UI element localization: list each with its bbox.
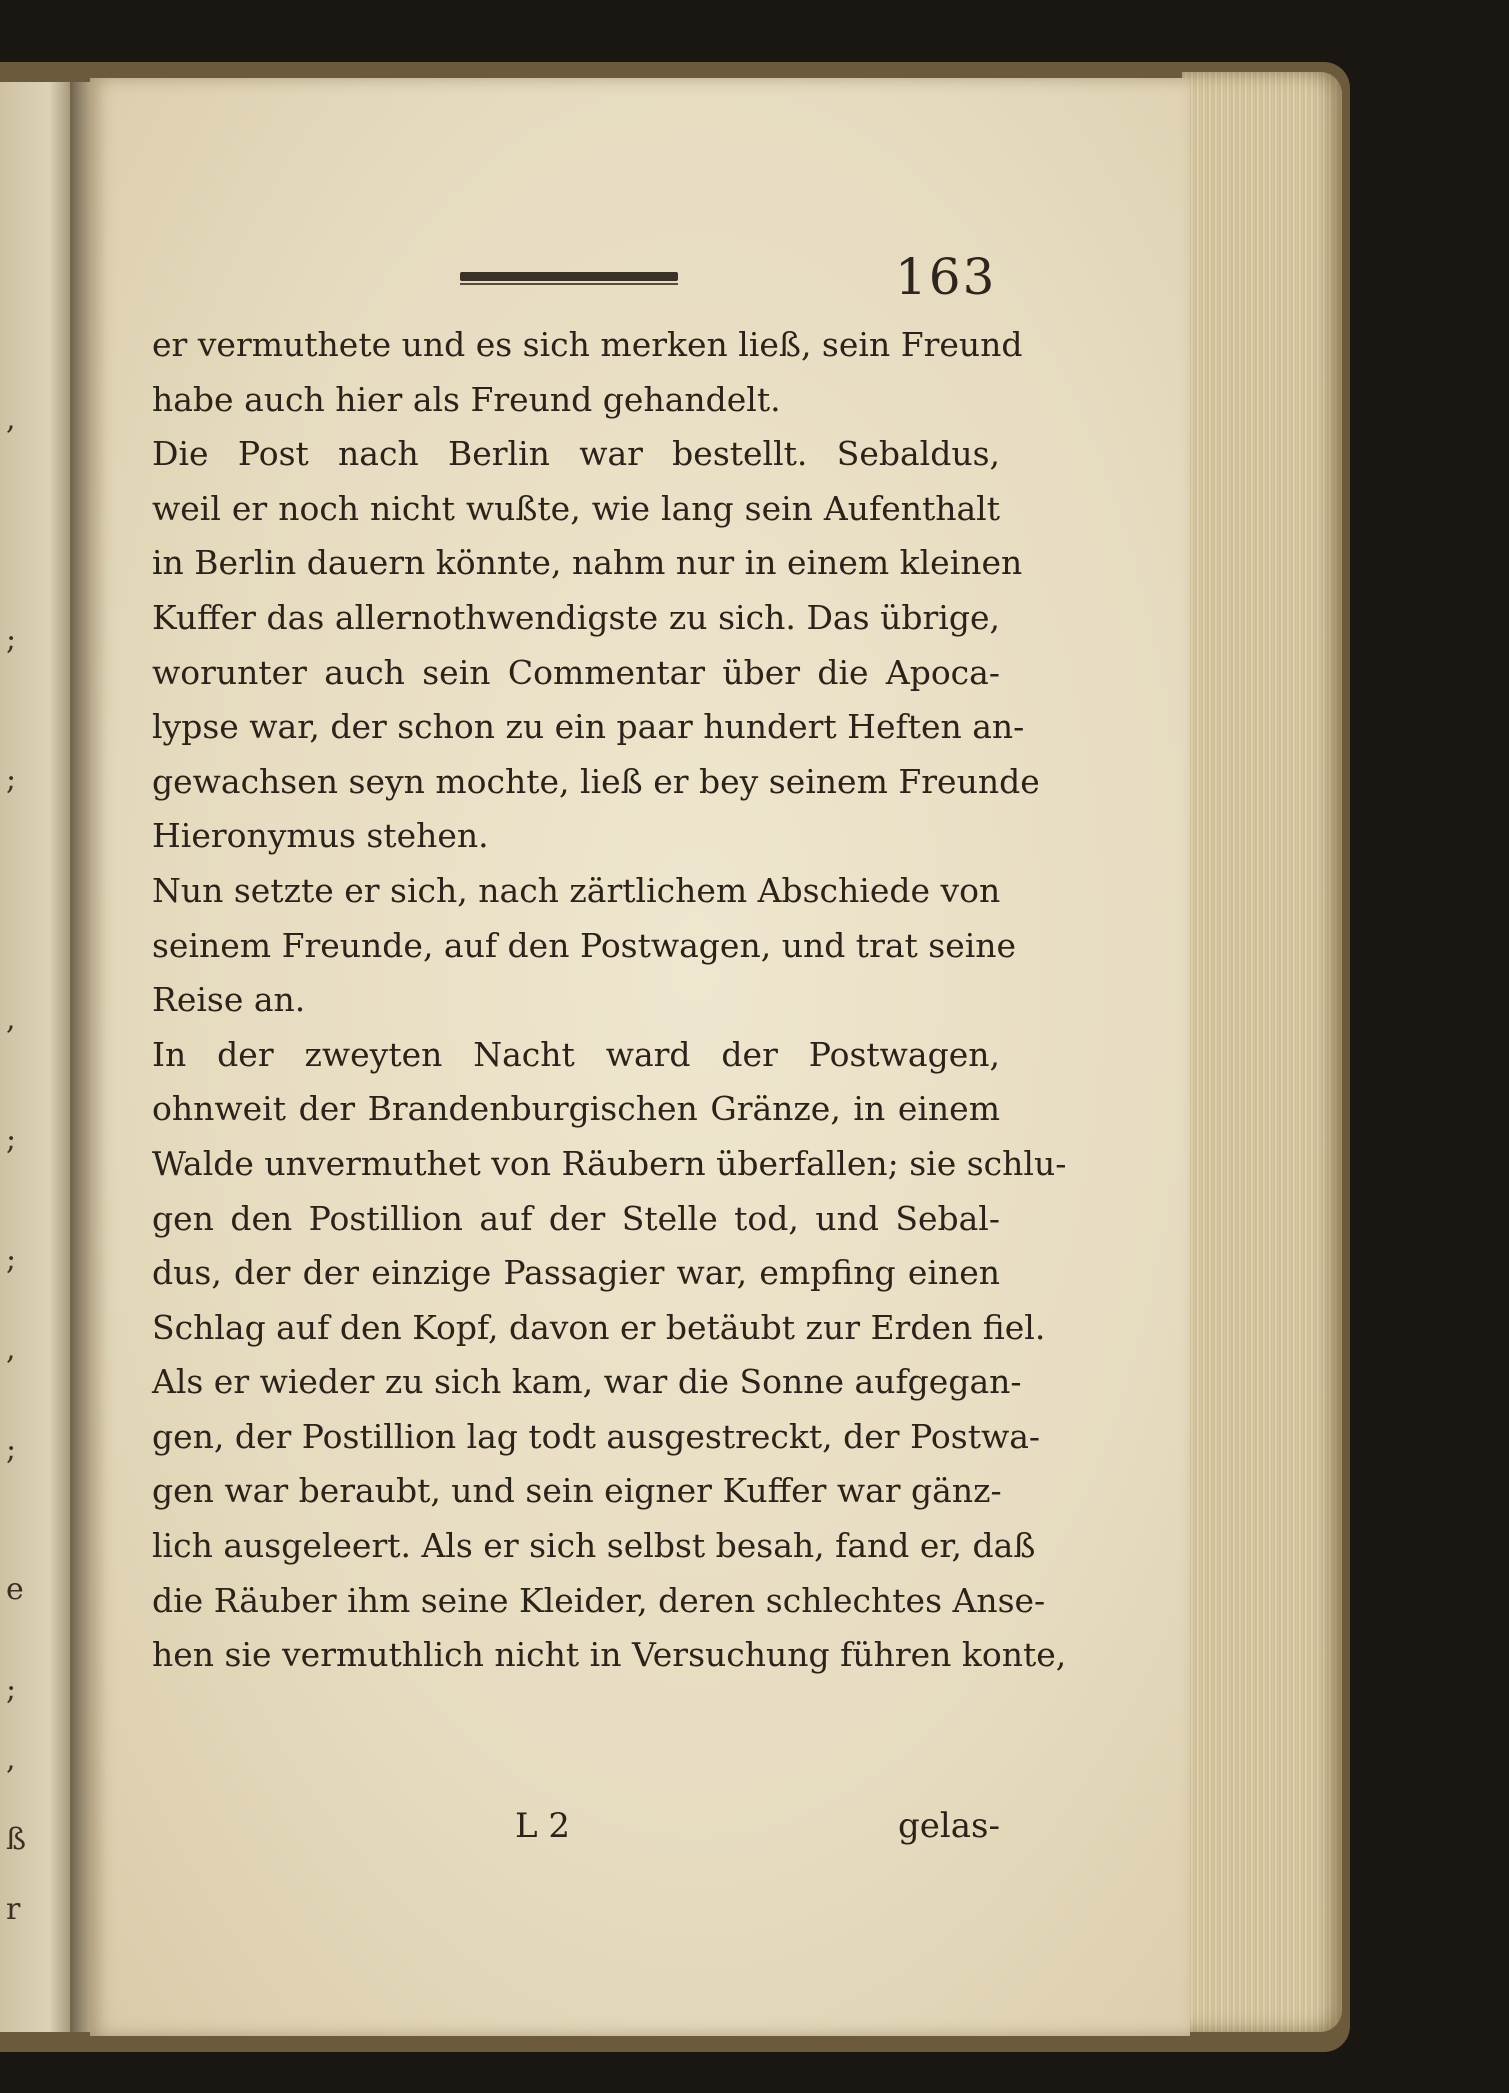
left-margin-fragment: ; xyxy=(6,622,17,657)
page-body-text xyxy=(152,318,1067,1683)
text-line: Reise an. xyxy=(152,980,306,1020)
right-page xyxy=(90,78,1190,2036)
left-margin-fragment: ; xyxy=(6,1242,17,1277)
left-margin-fragment: , xyxy=(6,1742,16,1777)
left-margin-fragment: ; xyxy=(6,1122,17,1157)
text-line: seinem Freunde, auf den Postwagen, und trat seine xyxy=(152,925,1017,965)
left-margin-fragment: e xyxy=(6,1572,24,1607)
left-margin-fragment: ; xyxy=(6,1432,17,1467)
page-number: 163 xyxy=(895,248,997,306)
page-block-edge xyxy=(1182,72,1342,2032)
catchword: gelas- xyxy=(898,1806,1000,1846)
text-line: worunter auch sein Commentar über die Apoca- xyxy=(152,652,1000,692)
text-line: gen war beraubt, und sein eigner Kuffer war gänz- xyxy=(152,1471,1002,1511)
left-margin-fragment: , xyxy=(6,402,16,437)
left-margin-fragment: ; xyxy=(6,1672,17,1707)
text-line: er vermuthete und es sich merken ließ, sein Freund xyxy=(152,325,1023,364)
text-line: die Räuber ihm seine Kleider, deren schlechtes Anse- xyxy=(152,1580,1046,1620)
text-line: hen sie vermuthlich nicht in Versuchung führen konte, xyxy=(152,1635,1067,1675)
text-line: lypse war, der schon zu ein paar hundert Heften an- xyxy=(152,707,1025,747)
text-line: Hieronymus stehen. xyxy=(152,816,489,856)
signature-mark: L 2 xyxy=(515,1806,571,1846)
text-line: dus, der der einzige Passagier war, empfing einen xyxy=(152,1253,1000,1293)
text-line: in Berlin dauern könnte, nahm nur in einem kleinen xyxy=(152,543,1023,583)
left-margin-fragment: , xyxy=(6,1332,16,1367)
text-line: habe auch hier als Freund gehandelt. xyxy=(152,379,781,419)
left-page-edge xyxy=(0,82,70,2032)
text-line: Als er wieder zu sich kam, war die Sonne aufgegan- xyxy=(152,1362,1022,1402)
text-line: weil er noch nicht wußte, wie lang sein Aufenthalt xyxy=(152,488,1000,528)
left-margin-fragment: , xyxy=(6,1002,16,1037)
text-line: Die Post nach Berlin war bestellt. Sebaldus, xyxy=(152,434,1000,474)
text-line: In der zweyten Nacht ward der Postwagen, xyxy=(152,1034,1000,1074)
text-line: Kuffer das allernothwendigste zu sich. Das übrige, xyxy=(152,597,1000,637)
left-page-margin-fragments xyxy=(6,202,46,1927)
text-line: gewachsen seyn mochte, ließ er bey seinem Freunde xyxy=(152,761,1040,801)
text-line: gen, der Postillion lag todt ausgestreckt, der Postwa- xyxy=(152,1416,1041,1456)
left-margin-fragment: r xyxy=(6,1892,21,1927)
text-line: Nun setzte er sich, nach zärtlichem Abschiede von xyxy=(152,870,1001,910)
left-margin-fragment: ; xyxy=(6,762,17,797)
text-line: ohnweit der Brandenburgischen Gränze, in einem xyxy=(152,1089,1000,1129)
text-line: gen den Postillion auf der Stelle tod, und Sebal- xyxy=(152,1198,1000,1238)
text-line: lich ausgeleert. Als er sich selbst besah, fand er, daß xyxy=(152,1526,1036,1566)
text-line: Schlag auf den Kopf, davon er betäubt zur Erden fiel. xyxy=(152,1307,1046,1347)
text-line: Walde unvermuthet von Räubern überfallen; sie schlu- xyxy=(152,1143,1067,1183)
header-rule xyxy=(460,272,678,281)
left-margin-fragment: ß xyxy=(6,1822,27,1857)
book-gutter xyxy=(70,82,92,2032)
